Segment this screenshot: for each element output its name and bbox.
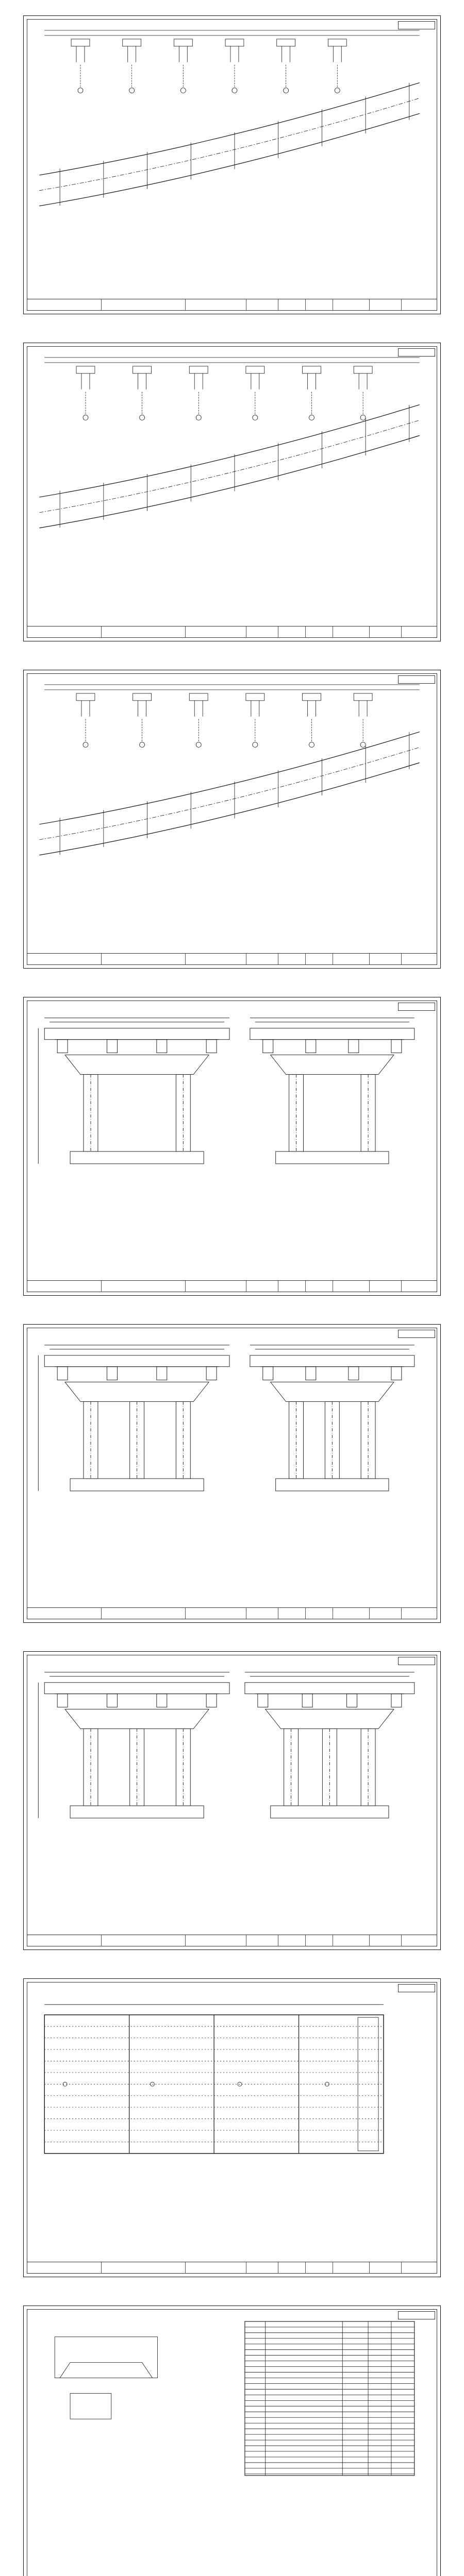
page-tag (398, 1003, 435, 1011)
axis-bubble (360, 415, 366, 420)
title-cell (333, 626, 370, 638)
deck-edge-inner (39, 762, 419, 855)
title-cell (370, 1608, 402, 1619)
axis-bubble (140, 415, 145, 420)
girder (258, 1694, 268, 1707)
pier-cap-2 (133, 693, 152, 701)
title-cell (333, 1608, 370, 1619)
axis-bubble (83, 742, 88, 748)
cap-beam (266, 1709, 394, 1729)
pier-sections (38, 1345, 414, 1491)
drawing-sheet-2 (23, 343, 441, 641)
girder (391, 1367, 402, 1380)
title-cell (186, 299, 246, 311)
girder (107, 1694, 118, 1707)
title-cell (246, 1608, 278, 1619)
pile-cap (271, 1806, 389, 1818)
axis-bubble (196, 415, 201, 420)
deck-edge-outer (39, 405, 419, 497)
pile-cap (276, 1479, 389, 1491)
deck-centerline (39, 747, 419, 839)
girder (107, 1040, 118, 1053)
cap-beam (271, 1382, 394, 1402)
pier-cap-4 (225, 39, 244, 46)
axis-bubble (78, 88, 83, 93)
title-cell (246, 954, 278, 965)
page-tag (398, 2311, 435, 2319)
title-cell (370, 1281, 402, 1292)
title-cell (333, 1935, 370, 1946)
detail-profile (60, 2363, 152, 2378)
pier-cap-3 (189, 693, 208, 701)
title-cell (402, 954, 437, 965)
title-cell (370, 299, 402, 311)
rebar-plan (44, 2005, 384, 2154)
deck-slab (245, 1683, 415, 1694)
pier-cap-4 (246, 693, 264, 701)
deck-slab (44, 1028, 229, 1040)
drawing-canvas (24, 1652, 440, 1950)
deck-edge-outer (39, 83, 419, 175)
axis-bubble (129, 88, 135, 93)
drawing-sheet-4 (23, 997, 441, 1296)
drawing-canvas (24, 1979, 440, 2277)
title-cell (186, 2262, 246, 2274)
title-cell (402, 1281, 437, 1292)
axis-bubble (360, 742, 366, 748)
girder (57, 1040, 68, 1053)
title-cell (278, 2262, 306, 2274)
axis-bubble (180, 88, 186, 93)
deck-slab (44, 1683, 229, 1694)
title-block (27, 299, 437, 311)
title-cell (102, 299, 186, 311)
axis-bubble (232, 88, 237, 93)
cap-beam (65, 1382, 209, 1402)
title-cell (278, 1608, 306, 1619)
title-cell (27, 2262, 102, 2274)
drawing-sheet-1 (23, 15, 441, 314)
girder (157, 1367, 167, 1380)
plan-view (39, 685, 419, 855)
pier-cap-6 (354, 366, 372, 374)
title-cell (102, 626, 186, 638)
title-cell (306, 1935, 333, 1946)
page-tag (398, 21, 435, 29)
title-cell (333, 2262, 370, 2274)
drawing-sheet-7 (23, 1978, 441, 2277)
title-cell (27, 299, 102, 311)
title-cell (27, 1281, 102, 1292)
title-cell (370, 1935, 402, 1946)
title-cell (186, 1608, 246, 1619)
axis-bubble (253, 415, 258, 420)
title-block (27, 626, 437, 638)
pier-cap-3 (174, 39, 192, 46)
pier-cap-2 (123, 39, 141, 46)
pile-cap (70, 1151, 204, 1164)
girder (107, 1367, 118, 1380)
axis-bubble (309, 742, 314, 748)
quantity-table (245, 2321, 415, 2476)
title-cell (27, 1608, 102, 1619)
title-cell (333, 1281, 370, 1292)
title-block (27, 1935, 437, 1946)
title-cell (306, 954, 333, 965)
title-cell (246, 1281, 278, 1292)
title-cell (102, 1935, 186, 1946)
deck-centerline (39, 98, 419, 190)
deck-edge-outer (39, 732, 419, 824)
detail-section (55, 2337, 157, 2378)
girder (391, 1040, 402, 1053)
title-cell (246, 299, 278, 311)
title-cell (186, 626, 246, 638)
title-block (27, 953, 437, 965)
title-cell (402, 1935, 437, 1946)
pier-sections (38, 1672, 414, 1818)
title-cell (102, 1608, 186, 1619)
title-block (27, 1607, 437, 1619)
pier-sections (38, 1018, 414, 1164)
axis-bubble (140, 742, 145, 748)
title-cell (402, 299, 437, 311)
deck-slab (250, 1028, 415, 1040)
axis-bubble (335, 88, 340, 93)
axis-bubble (253, 742, 258, 748)
title-cell (246, 2262, 278, 2274)
pier-cap-5 (277, 39, 295, 46)
axis-bubble (196, 742, 201, 748)
pier-cap-2 (133, 366, 152, 374)
title-cell (246, 626, 278, 638)
title-cell (402, 2262, 437, 2274)
title-cell (186, 1281, 246, 1292)
girder (391, 1694, 402, 1707)
drawing-canvas (24, 1325, 440, 1622)
title-cell (306, 1281, 333, 1292)
axis-bubble (309, 415, 314, 420)
cap-beam (65, 1055, 209, 1075)
pier-cap-1 (76, 693, 95, 701)
title-cell (333, 954, 370, 965)
drawing-canvas (24, 343, 440, 641)
page-tag (398, 348, 435, 357)
pile-cap (70, 1806, 204, 1818)
axis-bubble (83, 415, 88, 420)
anchor-point-3 (238, 2082, 242, 2086)
girder (57, 1694, 68, 1707)
title-cell (27, 1935, 102, 1946)
girder (157, 1694, 167, 1707)
pier-cap-1 (71, 39, 90, 46)
drawing-canvas (24, 16, 440, 314)
title-cell (278, 626, 306, 638)
pier-cap-6 (328, 39, 346, 46)
page-tag (398, 1330, 435, 1338)
page-tag (398, 675, 435, 684)
pier-cap-5 (303, 693, 321, 701)
pier-cap-3 (189, 366, 208, 374)
title-cell (370, 626, 402, 638)
pile-cap (70, 1479, 204, 1491)
deck-slab (250, 1355, 415, 1367)
deck-edge-inner (39, 435, 419, 528)
axis-bubble (284, 88, 289, 93)
deck-slab (44, 1355, 229, 1367)
girder (206, 1040, 217, 1053)
title-cell (102, 1281, 186, 1292)
title-cell (102, 2262, 186, 2274)
girder (347, 1694, 357, 1707)
girder (263, 1367, 273, 1380)
title-cell (306, 299, 333, 311)
cap-beam (65, 1709, 209, 1729)
plan-view (39, 358, 419, 528)
drawing-canvas (24, 997, 440, 1295)
pile-cap (276, 1151, 389, 1164)
cap-beam (271, 1055, 394, 1075)
page-tag (398, 1657, 435, 1665)
title-cell (246, 1935, 278, 1946)
title-cell (186, 954, 246, 965)
title-block (27, 1280, 437, 1292)
girder (302, 1694, 312, 1707)
girder (206, 1367, 217, 1380)
girder (57, 1367, 68, 1380)
girder (306, 1040, 316, 1053)
deck-edge-inner (39, 113, 419, 206)
title-cell (306, 2262, 333, 2274)
title-cell (278, 1281, 306, 1292)
girder (157, 1040, 167, 1053)
girder (263, 1040, 273, 1053)
pier-cap-6 (354, 693, 372, 701)
title-block (27, 2262, 437, 2274)
title-cell (306, 1608, 333, 1619)
title-cell (278, 1935, 306, 1946)
plan-view (39, 30, 419, 206)
girder (306, 1367, 316, 1380)
pier-cap-1 (76, 366, 95, 374)
title-cell (402, 1608, 437, 1619)
drawing-canvas (24, 670, 440, 968)
title-cell (102, 954, 186, 965)
pier-cap-5 (303, 366, 321, 374)
title-cell (27, 954, 102, 965)
title-cell (370, 2262, 402, 2274)
drawing-sheet-3 (23, 670, 441, 969)
drawing-sheet-6 (23, 1651, 441, 1950)
drawing-sheet-5 (23, 1324, 441, 1623)
title-cell (278, 299, 306, 311)
title-cell (278, 954, 306, 965)
title-cell (370, 954, 402, 965)
drawing-sheet-8 (23, 2306, 441, 2576)
girder (349, 1040, 359, 1053)
page-tag (398, 1984, 435, 1992)
title-cell (402, 626, 437, 638)
detail-and-table (55, 2321, 415, 2476)
title-cell (186, 1935, 246, 1946)
title-cell (27, 626, 102, 638)
girder (206, 1694, 217, 1707)
pier-cap-4 (246, 366, 264, 374)
title-cell (306, 626, 333, 638)
deck-centerline (39, 420, 419, 512)
title-cell (333, 299, 370, 311)
detail-small (70, 2393, 111, 2419)
drawing-canvas (24, 2306, 440, 2576)
girder (349, 1367, 359, 1380)
